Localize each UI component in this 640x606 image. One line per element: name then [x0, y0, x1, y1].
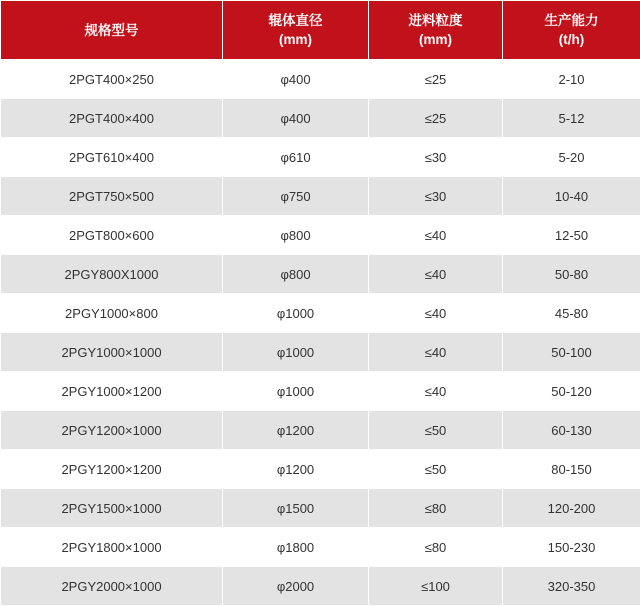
cell-roller-diameter: φ2000: [223, 567, 369, 606]
cell-roller-diameter: φ1200: [223, 450, 369, 489]
cell-roller-diameter: φ1500: [223, 489, 369, 528]
cell-capacity: 45-80: [503, 294, 640, 333]
table-row: [1, 294, 640, 333]
cell-model: 2PGY800X1000: [1, 255, 223, 294]
column-header-capacity-title: 生产能力: [545, 13, 599, 28]
cell-roller-diameter: φ400: [223, 99, 369, 138]
cell-capacity: 2-10: [503, 60, 640, 99]
cell-capacity: 50-120: [503, 372, 640, 411]
table-row: [1, 567, 640, 606]
cell-roller-diameter: φ1000: [223, 333, 369, 372]
cell-roller-diameter: φ1800: [223, 528, 369, 567]
cell-feed-size: ≤30: [369, 177, 503, 216]
cell-model: 2PGT750×500: [1, 177, 223, 216]
cell-capacity: 80-150: [503, 450, 640, 489]
table-row: [1, 255, 640, 294]
cell-model: 2PGT800×600: [1, 216, 223, 255]
cell-capacity: 120-200: [503, 489, 640, 528]
column-header-feed-size: [369, 1, 503, 60]
table-header: [1, 1, 640, 60]
cell-capacity: 150-230: [503, 528, 640, 567]
cell-model: 2PGY1000×800: [1, 294, 223, 333]
cell-capacity: 12-50: [503, 216, 640, 255]
cell-feed-size: ≤80: [369, 489, 503, 528]
cell-capacity: 50-100: [503, 333, 640, 372]
cell-feed-size: ≤40: [369, 294, 503, 333]
cell-feed-size: ≤50: [369, 411, 503, 450]
column-header-roller-diameter-unit: (mm): [227, 30, 364, 49]
cell-capacity: 320-350: [503, 567, 640, 606]
cell-roller-diameter: φ800: [223, 255, 369, 294]
cell-capacity: 10-40: [503, 177, 640, 216]
cell-capacity: 5-12: [503, 99, 640, 138]
cell-capacity: 50-80: [503, 255, 640, 294]
table-row: [1, 99, 640, 138]
cell-model: 2PGT610×400: [1, 138, 223, 177]
table-header-row: [1, 1, 640, 60]
cell-feed-size: ≤40: [369, 255, 503, 294]
cell-feed-size: ≤40: [369, 333, 503, 372]
table-row: [1, 177, 640, 216]
column-header-roller-diameter: [223, 1, 369, 60]
column-header-model: [1, 1, 223, 60]
cell-roller-diameter: φ1200: [223, 411, 369, 450]
cell-roller-diameter: φ610: [223, 138, 369, 177]
table-body: [1, 60, 640, 606]
cell-capacity: 60-130: [503, 411, 640, 450]
cell-roller-diameter: φ1000: [223, 294, 369, 333]
cell-model: 2PGY1200×1200: [1, 450, 223, 489]
table-row: [1, 450, 640, 489]
cell-model: 2PGY1800×1000: [1, 528, 223, 567]
column-header-capacity-unit: (t/h): [507, 30, 636, 49]
cell-feed-size: ≤80: [369, 528, 503, 567]
cell-roller-diameter: φ1000: [223, 372, 369, 411]
cell-model: 2PGT400×250: [1, 60, 223, 99]
cell-model: 2PGY1000×1200: [1, 372, 223, 411]
cell-feed-size: ≤50: [369, 450, 503, 489]
table-row: [1, 138, 640, 177]
column-header-feed-size-title: 进料粒度: [409, 13, 463, 28]
cell-model: 2PGY2000×1000: [1, 567, 223, 606]
cell-roller-diameter: φ400: [223, 60, 369, 99]
table-row: [1, 60, 640, 99]
column-header-model-title: 规格型号: [85, 23, 139, 38]
table-row: [1, 528, 640, 567]
cell-feed-size: ≤25: [369, 60, 503, 99]
cell-feed-size: ≤40: [369, 372, 503, 411]
cell-model: 2PGY1200×1000: [1, 411, 223, 450]
table-row: [1, 489, 640, 528]
cell-model: 2PGY1000×1000: [1, 333, 223, 372]
cell-feed-size: ≤100: [369, 567, 503, 606]
cell-feed-size: ≤25: [369, 99, 503, 138]
cell-roller-diameter: φ800: [223, 216, 369, 255]
table-row: [1, 411, 640, 450]
cell-model: 2PGY1500×1000: [1, 489, 223, 528]
column-header-feed-size-unit: (mm): [373, 30, 498, 49]
cell-feed-size: ≤30: [369, 138, 503, 177]
table-row: [1, 333, 640, 372]
table-row: [1, 216, 640, 255]
cell-model: 2PGT400×400: [1, 99, 223, 138]
cell-capacity: 5-20: [503, 138, 640, 177]
column-header-capacity: [503, 1, 640, 60]
column-header-roller-diameter-title: 辊体直径: [269, 13, 323, 28]
table-row: [1, 372, 640, 411]
cell-roller-diameter: φ750: [223, 177, 369, 216]
cell-feed-size: ≤40: [369, 216, 503, 255]
